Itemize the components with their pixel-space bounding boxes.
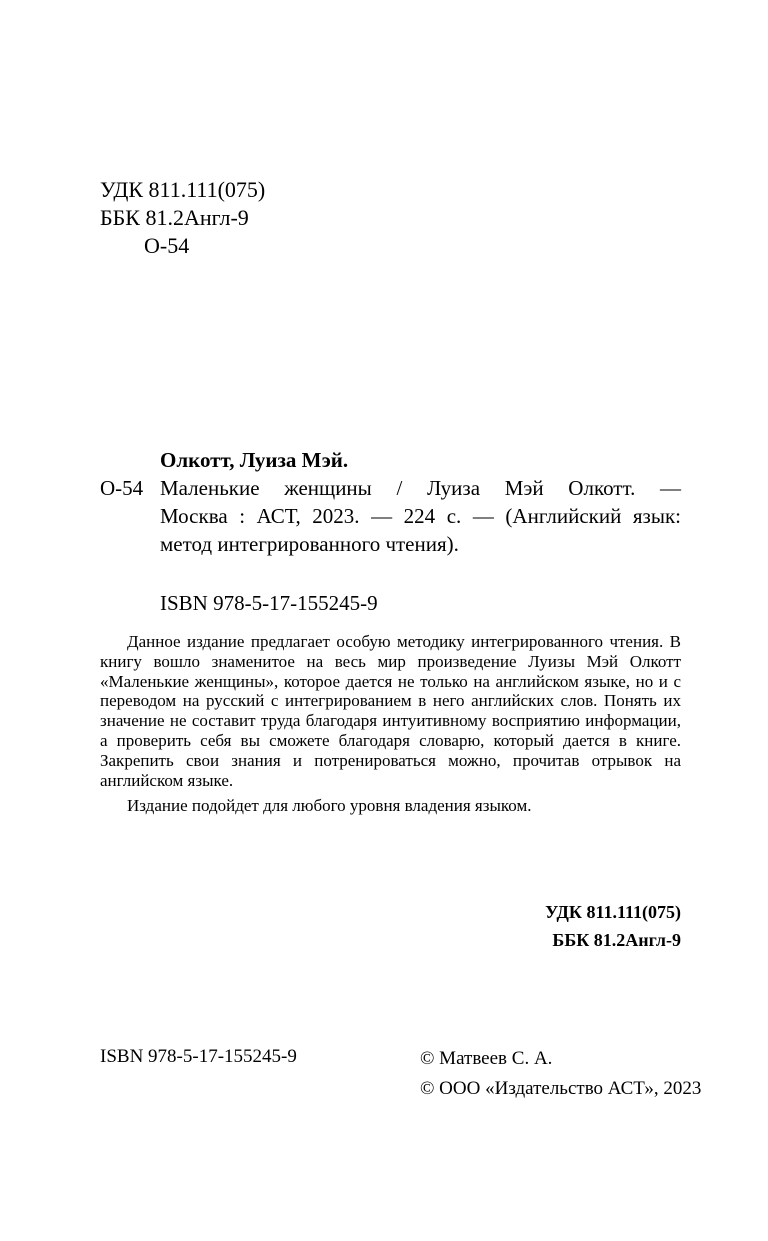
bbk-line: ББК 81.2Англ-9 [100, 205, 249, 230]
classification-repeat-block [100, 898, 681, 954]
author-sign-code: О-54 [144, 233, 190, 258]
annotation-paragraph: Данное издание предлагает особую методику интегрированного чтения. В книгу вошло знаменитое на весь мир произведение Луизы Мэй Олкотт «Маленькие женщины», которое дается не только на английском языке, но и с переводом на русский с интегрированием в него английских слов. Понять их значение не составит труда благодаря интуитивному восприятию информации, а проверить себя вы сможете благодаря словарю, который дается в книге. Закрепить свои знания и потренироваться можно, прочитав отрывок на английском языке. [100, 632, 681, 790]
biblio-author: Олкотт, Луиза Мэй. [160, 448, 349, 472]
biblio-text [100, 446, 681, 558]
copyright-block [420, 1044, 701, 1104]
bbk-line-bold: ББК 81.2Англ-9 [552, 930, 681, 950]
annotation-block [100, 632, 681, 816]
isbn-main: ISBN 978-5-17-155245-9 [160, 591, 378, 615]
bibliographic-entry [100, 446, 681, 558]
biblio-line: Москва : АСТ, 2023. — 224 с. — (Английский язык: [160, 504, 681, 528]
annotation-paragraph: Издание подойдет для любого уровня владения языком. [127, 796, 532, 816]
biblio-line: метод интегрированного чтения). [160, 532, 459, 556]
copyright-author: © Матвеев С. А. [420, 1048, 553, 1069]
biblio-line: Маленькие женщины / Луиза Мэй Олкотт. — [160, 476, 681, 500]
udk-line-bold: УДК 811.111(075) [545, 902, 681, 922]
classification-block [100, 176, 265, 260]
biblio-code: О-54 [100, 476, 144, 500]
copyright-publisher: © ООО «Издательство АСТ», 2023 [420, 1078, 702, 1099]
udk-line: УДК 811.111(075) [100, 177, 266, 202]
footer-isbn: ISBN 978-5-17-155245-9 [100, 1046, 297, 1067]
